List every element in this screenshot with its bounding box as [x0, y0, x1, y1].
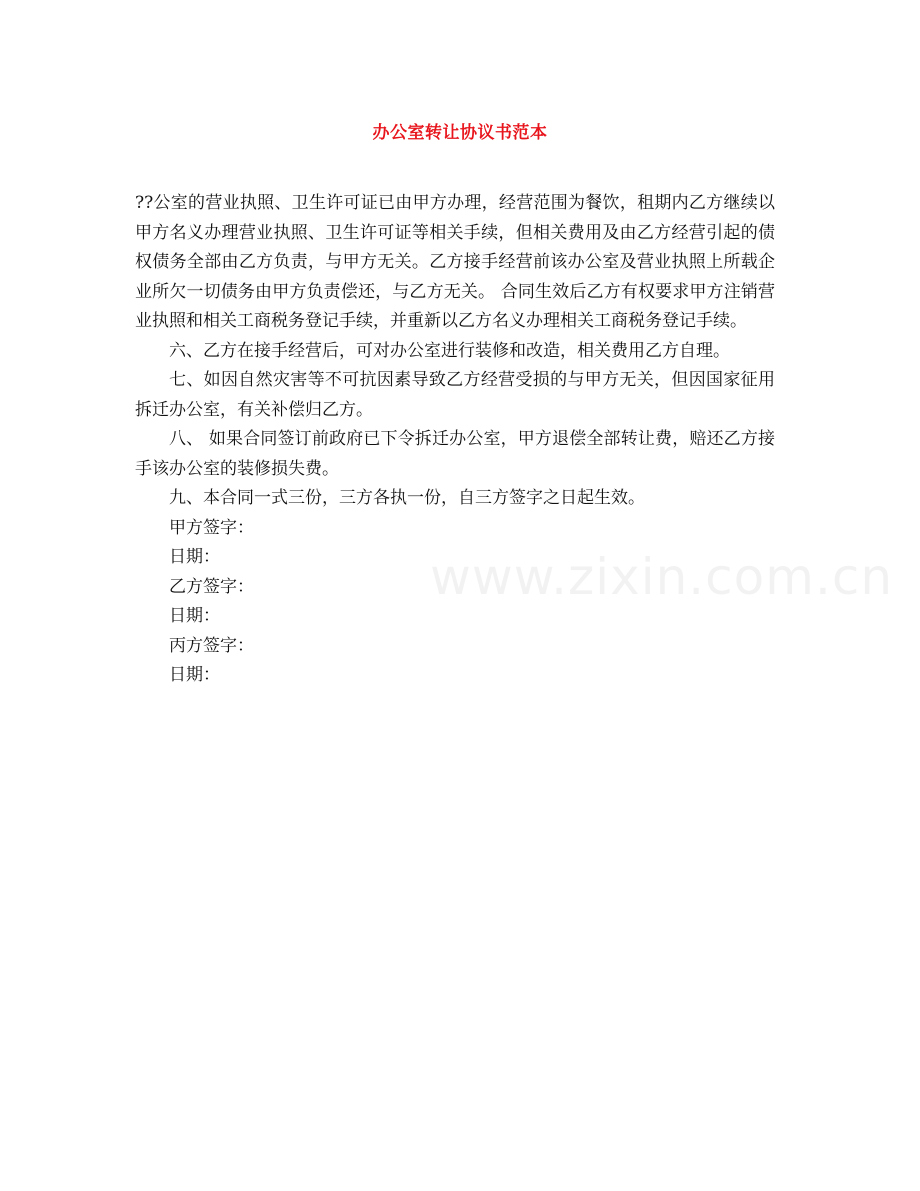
document-title: 办公室转让协议书范本: [372, 123, 548, 143]
clause-seven: 七、如因自然灾害等不可抗因素导致乙方经营受损的与甲方无关，但因国家征用拆迁办公室，有关补偿归乙方。: [135, 370, 775, 420]
clause-nine: 九、本合同一式三份，三方各执一份，自三方签字之日起生效。: [169, 488, 645, 508]
date-party-b: 日期：: [169, 606, 220, 626]
date-party-c: 日期：: [169, 665, 220, 685]
signature-party-a: 甲方签字：: [169, 517, 254, 538]
paragraph-business-license: ??公室的营业执照、卫生许可证已由甲方办理，经营范围为餐饮，租期内乙方继续以甲方名义办理营业执照、卫生许可证等相关手续，但相关费用及由乙方经营引起的债权债务全部由乙方负责，与甲方无关。乙方接手经营前该办公室及营业执照上所载企业所欠一切债务由甲方负责偿还，与乙方无关。 合同生效后乙方有权要求甲方注销营业执照和相关工商税务登记手续，并重新以乙方名义办理相关工商税务登记手续。: [135, 193, 775, 331]
signature-party-c: 丙方签字：: [169, 635, 254, 656]
clause-eight: 八、 如果合同签订前政府已下令拆迁办公室，甲方退偿全部转让费，赔还乙方接手该办公室的装修损失费。: [135, 429, 775, 479]
signature-party-b: 乙方签字：: [169, 576, 254, 597]
document-body: [135, 189, 775, 691]
date-party-a: 日期：: [169, 547, 220, 567]
watermark: www.zixin.com.cn: [430, 548, 894, 606]
clause-six: 六、乙方在接手经营后，可对办公室进行装修和改造，相关费用乙方自理。: [169, 340, 730, 361]
